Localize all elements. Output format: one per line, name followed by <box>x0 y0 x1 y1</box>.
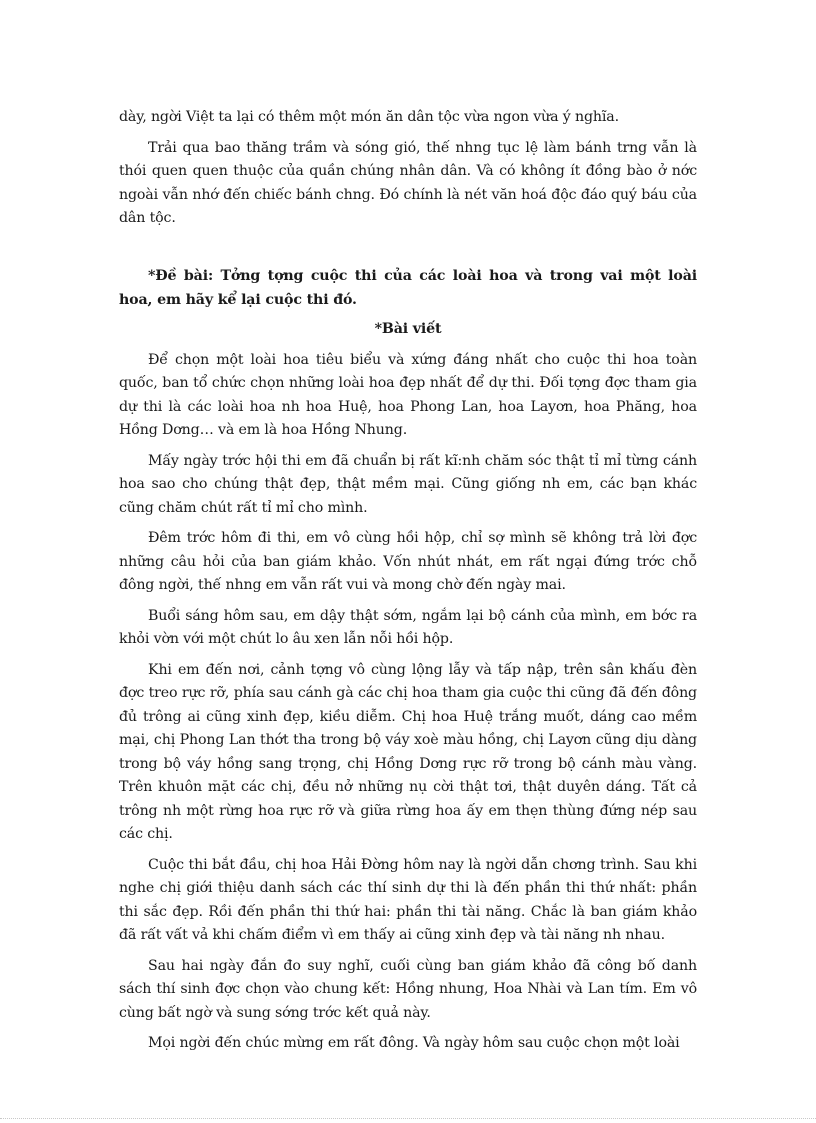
intro-section <box>119 106 697 231</box>
page-bottom-rule <box>0 1118 816 1119</box>
essay-paragraph-3: Đêm trớc hôm đi thi, em vô cùng hồi hộp, chỉ sợ mình sẽ không trả lời đợc những câu hỏi của ban giám khảo. Vốn nhút nhát, em rất ngại đứng trớc chỗ đông ngời, thế nhng em vẫn rất vui và mong chờ đến ngày mai. <box>119 530 697 593</box>
essay-paragraph-4: Buổi sáng hôm sau, em dậy thật sớm, ngắm lại bộ cánh của mình, em bớc ra khỏi vờn với một chút lo âu xen lẫn nỗi hồi hộp. <box>119 607 697 647</box>
essay-paragraph-6: Cuộc thi bắt đầu, chị hoa Hải Đờng hôm nay là ngời dẫn chơng trình. Sau khi nghe chị giới thiệu danh sách các thí sinh dự thi là đến phần thi thứ nhất: phần thi sắc đẹp. Rồi đến phần thi thứ hai: phần thi tài năng. Chắc là ban giám khảo đã rất vất vả khi chấm điểm vì em thấy ai cũng xinh đẹp và tài năng nh nhau. <box>119 856 697 943</box>
intro-line-tail: dày, ngời Việt ta lại có thêm một món ăn dân tộc vừa ngon vừa ý nghĩa. <box>119 109 619 125</box>
essay-paragraph-7: Sau hai ngày đắn đo suy nghĩ, cuối cùng ban giám khảo đã công bố danh sách thí sinh đợc chọn vào chung kết: Hồng nhung, Hoa Nhài và Lan tím. Em vô cùng bất ngờ và sung sớng trớc kết quả này. <box>119 957 697 1021</box>
essay-paragraph-8: Mọi ngời đến chúc mừng em rất đông. Và ngày hôm sau cuộc chọn một loài <box>148 1035 680 1051</box>
essay-paragraph-2: Mấy ngày trớc hội thi em đã chuẩn bị rất kĩ:nh chăm sóc thật tỉ mỉ từng cánh hoa sao cho chúng thật đẹp, thật mềm mại. Cũng giống nh em, các bạn khác cũng chăm chút rất tỉ mỉ cho mình. <box>119 452 697 516</box>
intro-paragraph: Trải qua bao thăng trầm và sóng gió, thế nhng tục lệ làm bánh trng vẫn là thói quen quen thuộc của quần chúng nhân dân. Và có không ít đồng bào ở nớc ngoài vẫn nhớ đến chiếc bánh chng. Đó chính là nét văn hoá độc đáo quý báu của dân tộc. <box>119 139 697 226</box>
essay-prompt: *Đề bài: Tởng tợng cuộc thi của các loài hoa và trong vai một loài hoa, em hãy kể lại cuộc thi đó. <box>119 268 697 308</box>
essay-heading: *Bài viết <box>374 321 442 337</box>
essay-section <box>119 265 697 1056</box>
essay-paragraph-1: Để chọn một loài hoa tiêu biểu và xứng đáng nhất cho cuộc thi hoa toàn quốc, ban tổ chức chọn những loài hoa đẹp nhất để dự thi. Đối tợng đợc tham gia dự thi là các loài hoa nh hoa Huệ, hoa Phong Lan, hoa Layơn, hoa Phăng, hoa Hồng Dơng… và em là hoa Hồng Nhung. <box>119 351 697 438</box>
essay-paragraph-5: Khi em đến nơi, cảnh tợng vô cùng lộng lẫy và tấp nập, trên sân khấu đèn đợc treo rực rỡ, phía sau cánh gà các chị hoa tham gia cuộc thi cũng đã đến đông đủ trông ai cũng xinh đẹp, kiều diễm. Chị hoa Huệ trắng muốt, dáng cao mềm mại, chị Phong Lan thớt tha trong bộ váy xoè màu hồng, chị Layơn cũng dịu dàng trong bộ váy hồng sang trọng, chị Hồng Dơng rực rỡ trong bộ cánh màu vàng. Trên khuôn mặt các chị, đều nở những nụ cời thật tơi, thật duyên dáng. Tất cả trông nh một rừng hoa rực rỡ và giữa rừng hoa ấy em thẹn thùng đứng nép sau các chị. <box>119 661 697 842</box>
